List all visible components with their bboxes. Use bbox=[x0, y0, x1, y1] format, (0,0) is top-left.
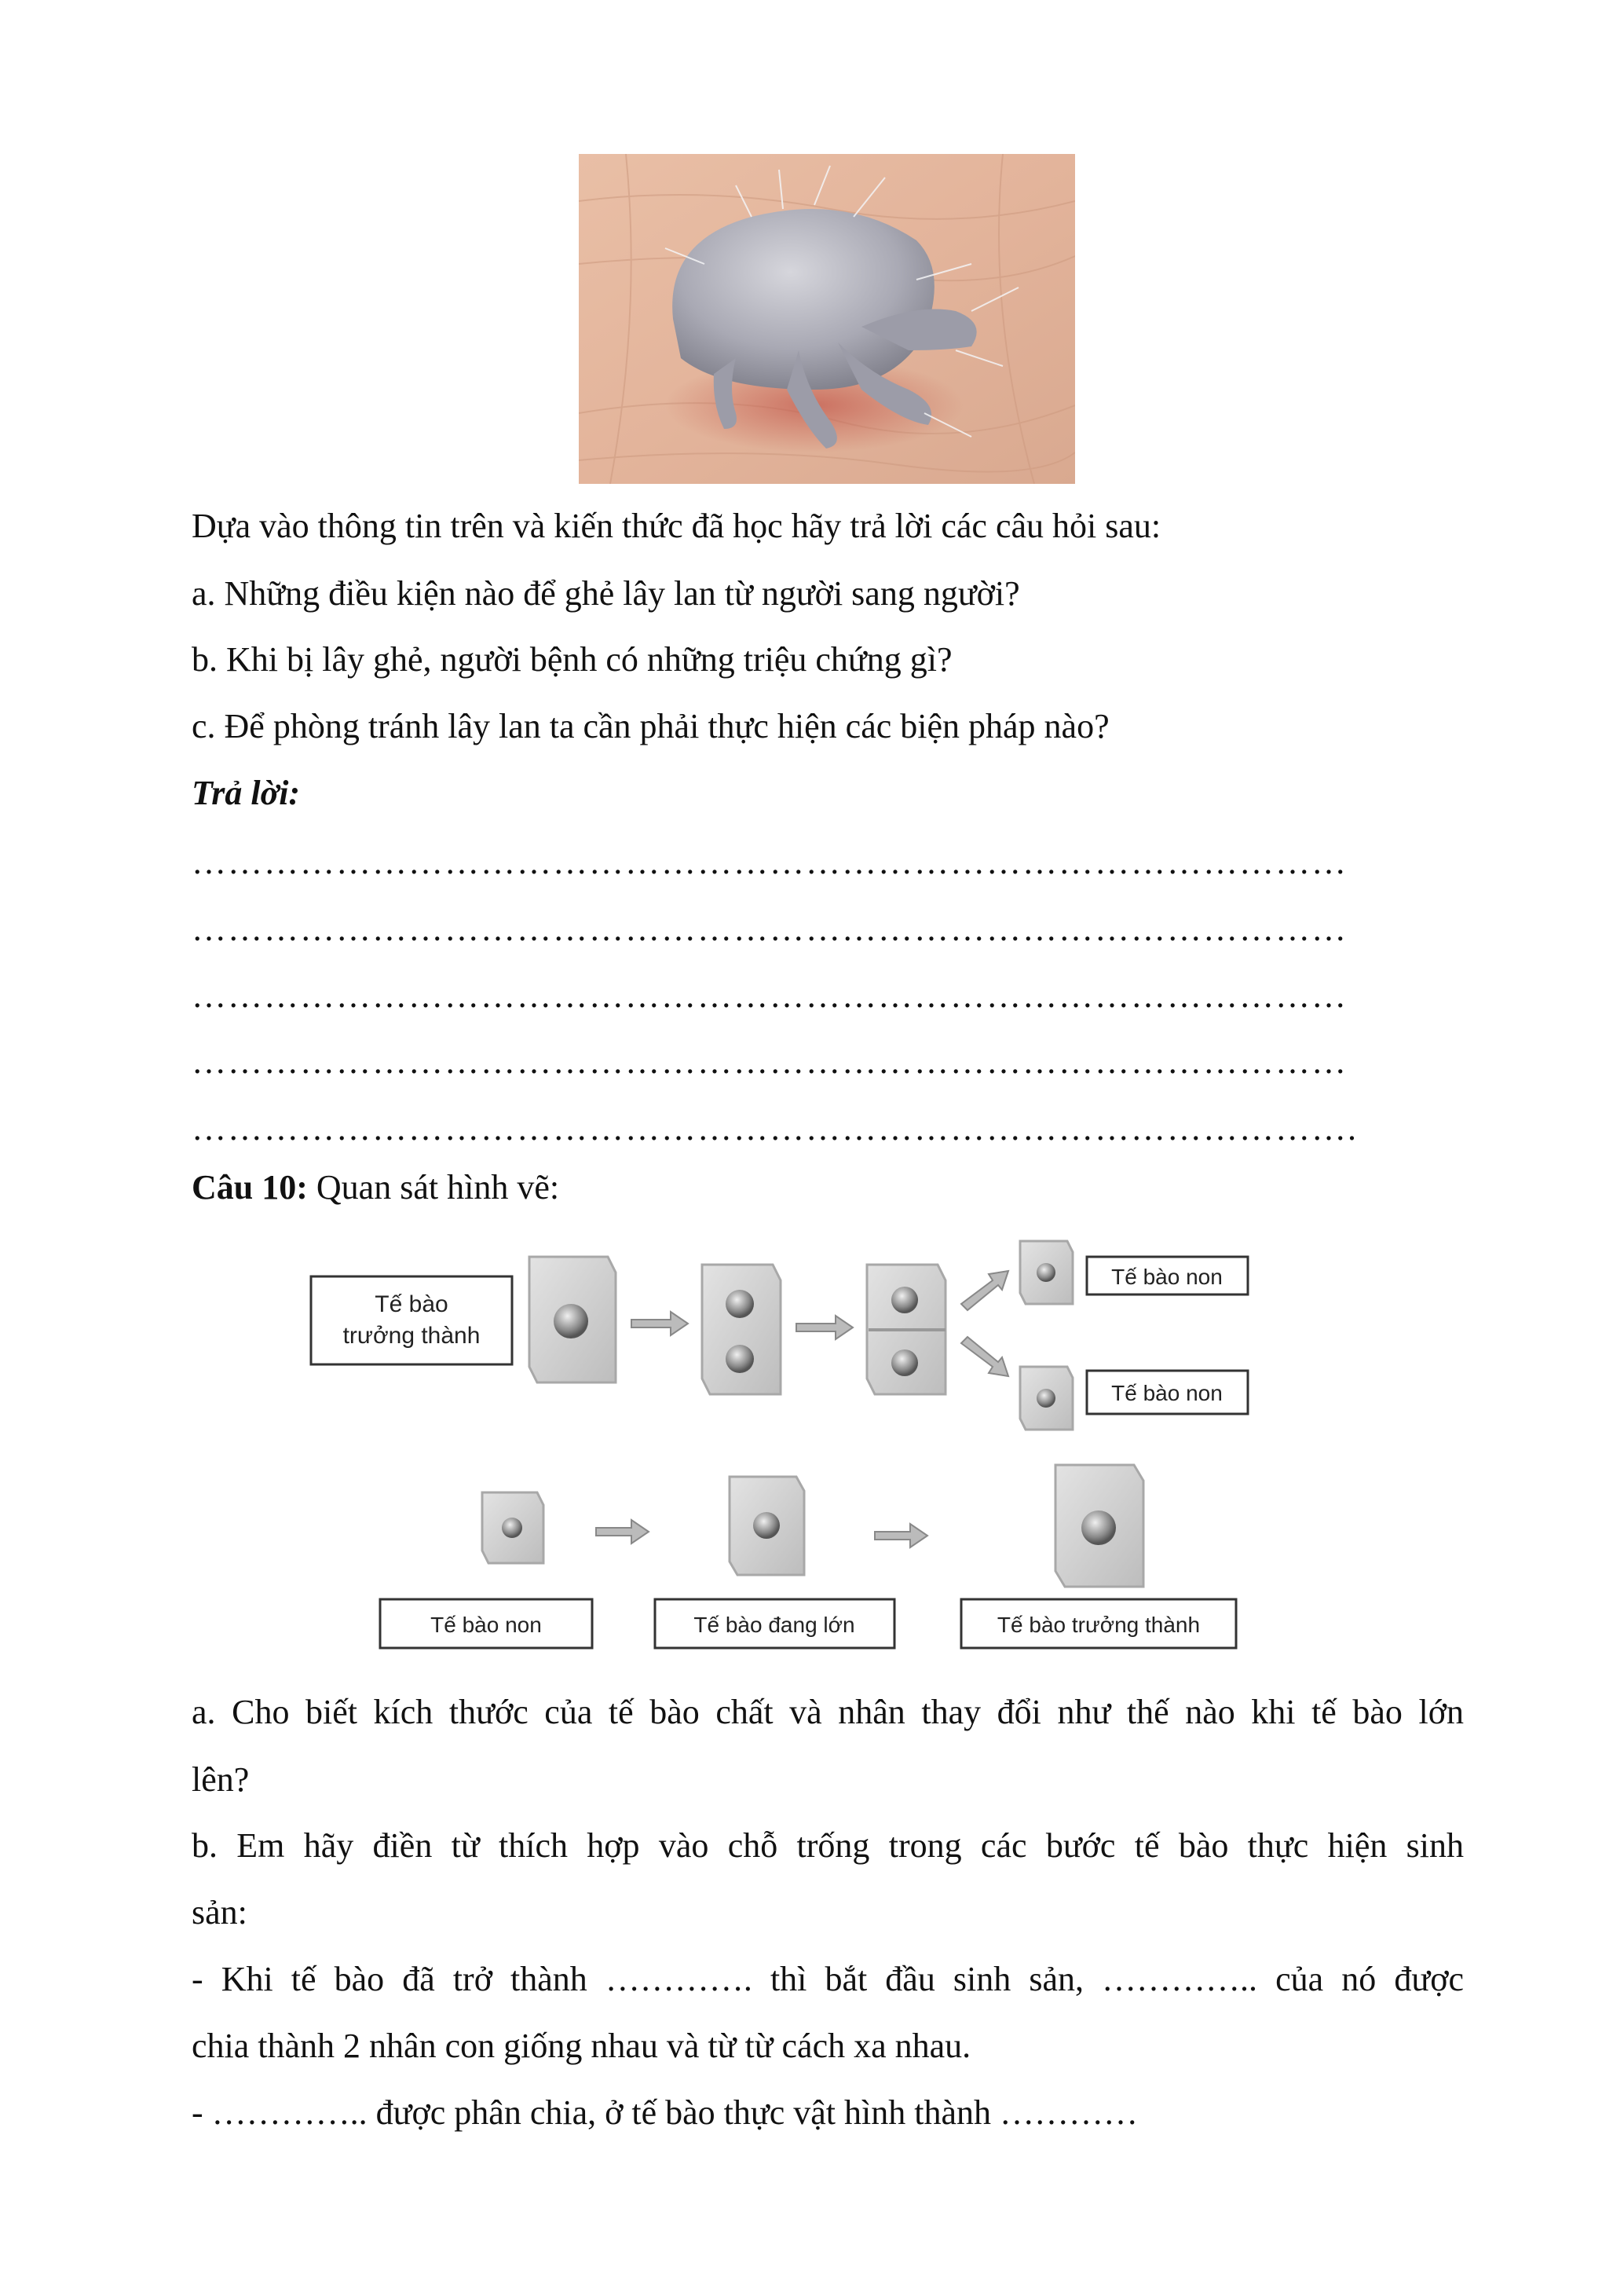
young-cell bbox=[1020, 1241, 1073, 1304]
fill-in-line1: - Khi tế bào đã trở thành …………. thì bắt đầu sinh sản, ………….. của nó được bbox=[192, 1960, 1464, 1998]
question10-b-line1: b. Em hãy điền từ thích hợp vào chỗ trống trong các bước tế bào thực hiện sinh bbox=[192, 1826, 1464, 1865]
arrow-icon bbox=[875, 1524, 927, 1547]
question10-a-line1: a. Cho biết kích thước của tế bào chất và nhân thay đổi như thế nào khi tế bào lớn bbox=[192, 1693, 1464, 1731]
question10-text: Quan sát hình vẽ: bbox=[307, 1168, 560, 1207]
label-growing-cell: Tế bào đang lớn bbox=[693, 1613, 855, 1637]
arrow-icon bbox=[961, 1271, 1008, 1310]
cell-division-diagram bbox=[302, 1225, 1338, 1665]
arrow-icon bbox=[631, 1312, 688, 1335]
scabies-mite-photo bbox=[579, 154, 1075, 484]
arrow-icon bbox=[796, 1316, 853, 1339]
answer-dot-line: …………………………………………………………………………………… bbox=[192, 843, 1348, 881]
fill-in-line2: chia thành 2 nhân con giống nhau và từ từ cách xa nhau. bbox=[192, 2027, 971, 2065]
question10-a-line2: lên? bbox=[192, 1760, 250, 1799]
answer-dot-line: …………………………………………………………………………………… bbox=[192, 910, 1348, 948]
question-b: b. Khi bị lây ghẻ, người bệnh có những triệu chứng gì? bbox=[192, 640, 953, 679]
label-mature-cell-line2: trưởng thành bbox=[342, 1323, 481, 1349]
fill-in-line3: - ………….. được phân chia, ở tế bào thực vật hình thành ………… bbox=[192, 2093, 1138, 2132]
question-a: a. Những điều kiện nào để ghẻ lây lan từ người sang người? bbox=[192, 574, 1020, 613]
label-young-cell: Tế bào non bbox=[430, 1613, 542, 1637]
answer-dot-line: …………………………………………………………………………………… bbox=[192, 1042, 1348, 1081]
young-cell bbox=[482, 1492, 543, 1563]
arrow-icon bbox=[961, 1337, 1008, 1376]
question10-label: Câu 10: bbox=[192, 1168, 308, 1207]
label-box bbox=[311, 1276, 512, 1364]
young-cell bbox=[1020, 1367, 1073, 1430]
arrow-icon bbox=[596, 1520, 649, 1543]
answer-dot-line: …………………………………………………………………………………… bbox=[192, 976, 1348, 1015]
question10-b-line2: sản: bbox=[192, 1893, 247, 1932]
label-young-cell-top: Tế bào non bbox=[1111, 1265, 1223, 1289]
growing-cell bbox=[730, 1477, 804, 1575]
answer-dot-line: ……………………………………………………………………………………. bbox=[192, 1109, 1358, 1148]
label-mature-cell-line1: Tế bào bbox=[375, 1291, 448, 1317]
label-mature-cell: Tế bào trưởng thành bbox=[997, 1613, 1201, 1637]
dividing-cell-wall bbox=[867, 1265, 946, 1394]
dividing-cell bbox=[702, 1265, 781, 1394]
mature-cell bbox=[529, 1257, 616, 1382]
answer-label: Trả lời: bbox=[192, 774, 301, 812]
instruction-text: Dựa vào thông tin trên và kiến thức đã học hãy trả lời các câu hỏi sau: bbox=[192, 507, 1161, 545]
question10-heading bbox=[192, 1164, 559, 1211]
mature-cell bbox=[1055, 1465, 1143, 1587]
question-c: c. Để phòng tránh lây lan ta cần phải thực hiện các biện pháp nào? bbox=[192, 707, 1110, 745]
label-young-cell-bottom: Tế bào non bbox=[1111, 1381, 1223, 1405]
